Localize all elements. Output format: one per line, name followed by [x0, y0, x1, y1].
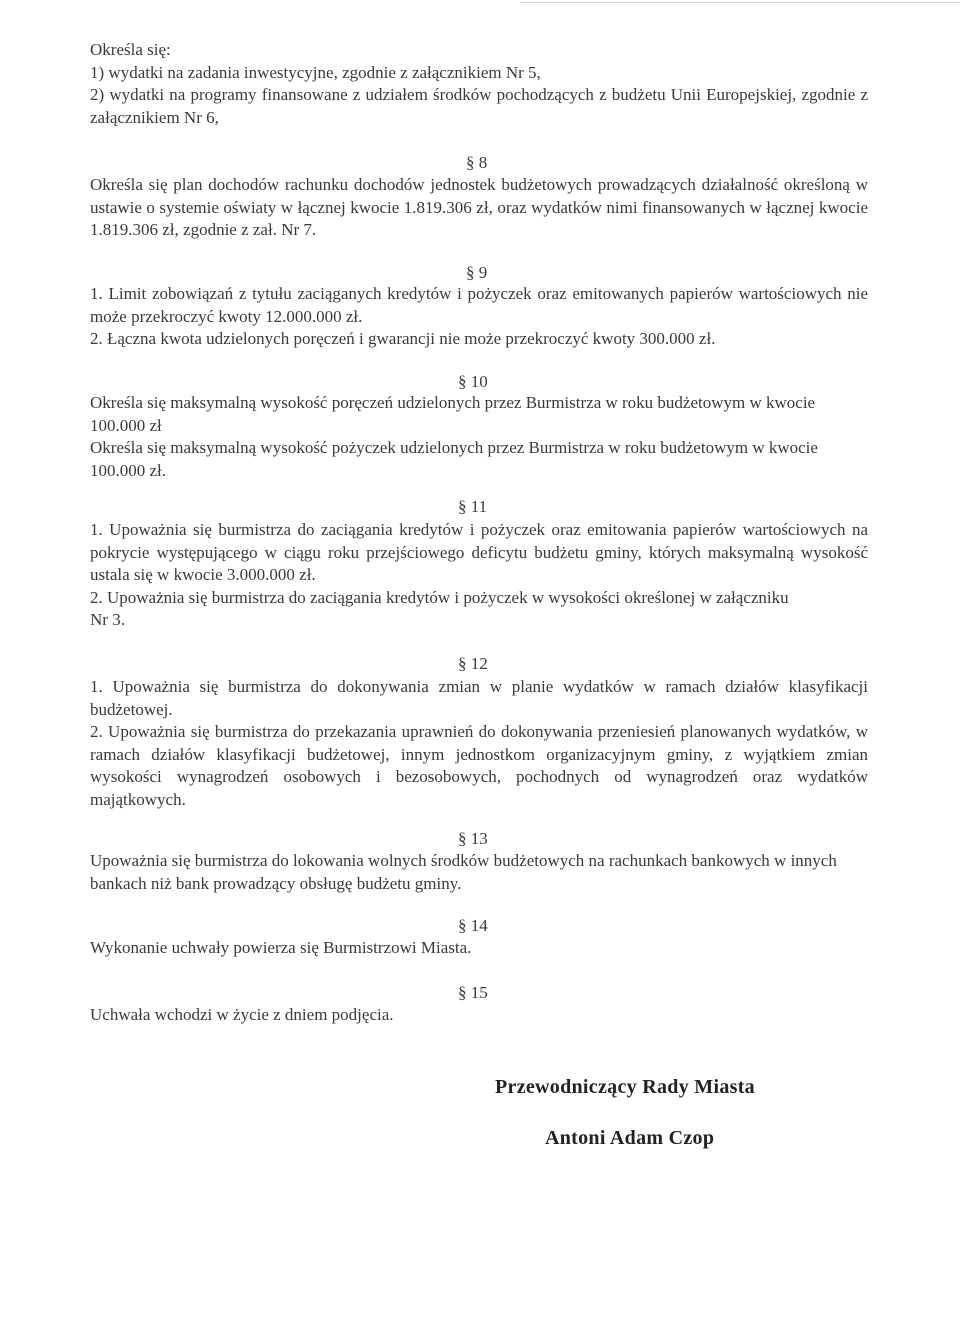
- section-8-mark: § 8: [466, 153, 488, 172]
- section-12-block: [90, 676, 868, 811]
- section-9-mark: § 9: [466, 263, 488, 282]
- signature-name: Antoni Adam Czop: [545, 1127, 715, 1149]
- section-15-text: Uchwała wchodzi w życie z dniem podjęcia.: [90, 1005, 394, 1024]
- section-12-point-2: 2. Upoważnia się burmistrza do przekazania uprawnień do dokonywania przeniesień planowanych wydatków, w ramach działów klasyfikacji budżetowej, innym jednostkom organizacyjnym gminy, z wyjątkiem zmian wysokości wynagrodzeń osobowych i bezosobowych, pochodnych od wynagrodzeń oraz wydatków majątkowych.: [90, 722, 868, 809]
- section-12-mark: § 12: [458, 654, 488, 673]
- section-9-block: [90, 283, 868, 351]
- intro-block: [90, 39, 868, 129]
- section-15-block: [90, 1004, 868, 1027]
- section-13-block: [90, 850, 868, 895]
- section-10-text-2: Określa się maksymalną wysokość pożyczek udzielonych przez Burmistrza w roku budżetowym w kwocie 100.000 zł.: [90, 438, 818, 480]
- intro-item-2: 2) wydatki na programy finansowane z udziałem środków pochodzących z budżetu Unii Europejskiej, zgodnie z załącznikiem Nr 6,: [90, 85, 868, 127]
- intro-heading: Określa się:: [90, 40, 171, 59]
- section-10-block: [90, 392, 850, 482]
- section-10-text-1: Określa się maksymalną wysokość poręczeń udzielonych przez Burmistrza w roku budżetowym w kwocie 100.000 zł: [90, 393, 816, 435]
- section-14-block: [90, 937, 868, 960]
- section-9-point-2: 2. Łączna kwota udzielonych poręczeń i gwarancji nie może przekroczyć kwoty 300.000 zł.: [90, 329, 716, 348]
- scan-edge-line: [520, 2, 960, 3]
- section-10-mark: § 10: [458, 372, 488, 391]
- section-15-mark: § 15: [458, 983, 488, 1002]
- section-14-mark: § 14: [458, 916, 488, 935]
- signature-title: Przewodniczący Rady Miasta: [495, 1076, 755, 1098]
- section-13-text: Upoważnia się burmistrza do lokowania wolnych środków budżetowych na rachunkach bankowych w innych bankach niż bank prowadzący obsługę budżetu gminy.: [90, 851, 837, 893]
- section-12-point-1: 1. Upoważnia się burmistrza do dokonywania zmian w planie wydatków w ramach działów klasyfikacji budżetowej.: [90, 677, 868, 719]
- intro-item-1: 1) wydatki na zadania inwestycyjne, zgodnie z załącznikiem Nr 5,: [90, 62, 541, 82]
- section-11-point-1: 1. Upoważnia się burmistrza do zaciągania kredytów i pożyczek oraz emitowania papierów wartościowych na pokrycie występującego w ciągu roku przejściowego deficytu budżetu gminy, których maksymalną wysokość ustala się w kwocie 3.000.000 zł.: [90, 520, 868, 584]
- section-11-block: [90, 519, 868, 632]
- section-11-point-2: 2. Upoważnia się burmistrza do zaciągania kredytów i pożyczek w wysokości określonej w załączniku Nr 3.: [90, 587, 789, 629]
- section-8-text: Określa się plan dochodów rachunku dochodów jednostek budżetowych prowadzących działalność określoną w ustawie o systemie oświaty w łącznej kwocie 1.819.306 zł, oraz wydatków nimi finansowanych w łącznej kwocie 1.819.306 zł, zgodnie z zał. Nr 7.: [90, 175, 868, 239]
- section-13-mark: § 13: [458, 829, 488, 848]
- section-9-point-1: 1. Limit zobowiązań z tytułu zaciąganych kredytów i pożyczek oraz emitowanych papierów wartościowych nie może przekroczyć kwoty 12.000.000 zł.: [90, 284, 868, 326]
- section-8-block: [90, 174, 868, 242]
- section-11-mark: § 11: [458, 497, 488, 516]
- section-14-text: Wykonanie uchwały powierza się Burmistrzowi Miasta.: [90, 938, 472, 957]
